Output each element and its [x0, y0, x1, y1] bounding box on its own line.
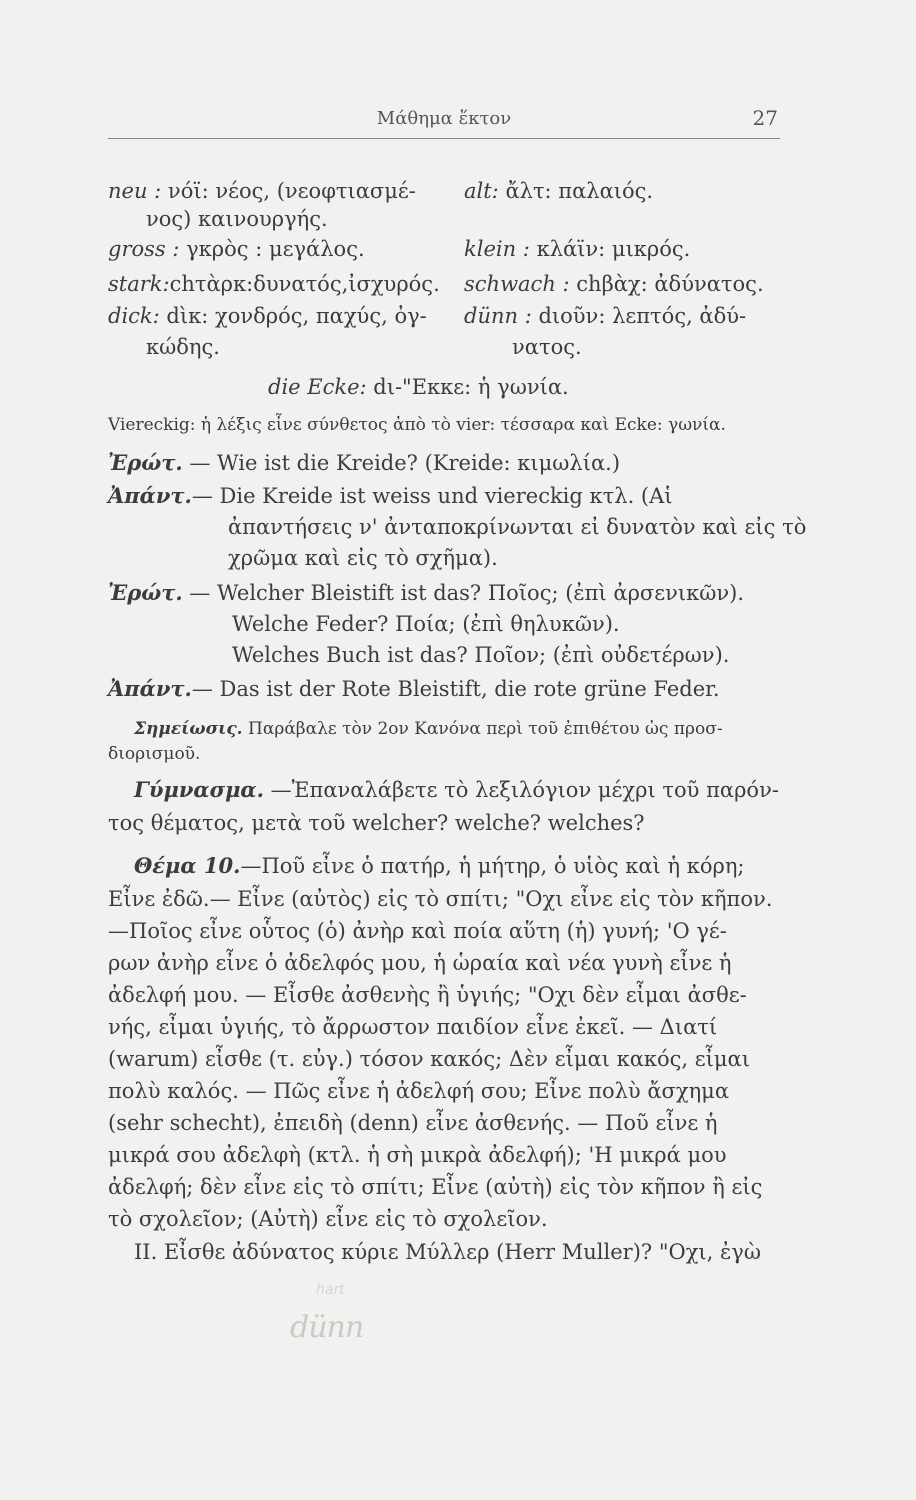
handwritten-note: dünn — [290, 1310, 364, 1345]
question-text: — Welcher Bleistift ist das? Ποῖος; (ἐπὶ ἀρσενικῶν). — [189, 581, 745, 605]
theme-line: ἀδελφή; δὲν εἶνε εἰς τὸ σπίτι; Εἶνε (αὐτὴ) εἰς τὸν κῆπον ἢ εἰς — [108, 1175, 763, 1199]
vocab-term: neu : — [108, 179, 162, 203]
vocab-term: klein : — [464, 237, 530, 261]
exercise-continued: τος θέματος, μετὰ τοῦ welcher? welche? welches? — [108, 811, 645, 835]
answer-2 — [108, 676, 720, 702]
page-number: 27 — [752, 106, 778, 130]
vocab-definition-continued: νατος. — [512, 335, 582, 359]
answer-continued: ἀπαντήσεις ν' ἀνταποκρίνωνται εἰ δυνατὸν καὶ εἰς τὸ — [228, 515, 807, 539]
vocab-entry-alt — [464, 178, 653, 204]
theme-line: ρων ἀνὴρ εἶνε ὁ ἀδελφός μου, ἡ ὡραία καὶ νέα γυνὴ εἶνε ἡ — [108, 951, 732, 975]
note — [134, 716, 723, 742]
note-continued: διορισμοῦ. — [108, 744, 201, 764]
vocab-term: gross : — [108, 237, 180, 261]
vocab-entry-stark — [108, 271, 440, 297]
theme-line: ἀδελφή μου. — Εἶσθε ἀσθενὴς ἢ ὑγιής; "Οχι δὲν εἶμαι ἀσθε- — [108, 983, 747, 1007]
theme-section-2: II. Εἶσθε ἀδύνατος κύριε Μύλλερ (Herr Muller)? "Οχι, ἐγὼ — [134, 1240, 761, 1264]
handwritten-note-small: hart — [316, 1282, 345, 1298]
running-header — [108, 104, 780, 139]
theme-line: τὸ σχολεῖον; (Αὐτὴ) εἶνε εἰς τὸ σχολεῖον. — [108, 1207, 548, 1231]
vocab-definition: chβὰχ: ἀδύνατος. — [576, 272, 764, 296]
vocab-definition: dὶκ: χονδρός, παχύς, ὀγ- — [166, 304, 427, 328]
theme-line: μικρά σου ἀδελφὴ (κτλ. ἡ σὴ μικρὰ ἀδελφή); 'Η μικρά μου — [108, 1143, 727, 1167]
question-text: — Wie ist die Kreide? (Kreide: κιμωλία.) — [189, 451, 621, 475]
question-label: Ἐρώτ. — [108, 450, 183, 475]
note-label: Σημείωσις. — [134, 719, 243, 739]
vocab-definition: κλάϊν: μικρός. — [536, 237, 691, 261]
question-1 — [108, 450, 620, 476]
vocab-definition: νόϊ: νέος, (νεοφτιασμέ- — [167, 179, 416, 203]
theme-line — [134, 853, 745, 879]
theme-label: Θέμα 10. — [134, 853, 241, 878]
answer-label: Ἀπάντ. — [108, 676, 192, 701]
vocab-definition: γκρὸς : μεγάλος. — [186, 237, 365, 261]
exercise-text: —Ἐπαναλάβετε τὸ λεξιλόγιον μέχρι τοῦ παρόν- — [270, 778, 779, 802]
vocab-term: dünn : — [464, 304, 532, 328]
vocab-term: stark: — [108, 272, 170, 296]
answer-text: — Das ist der Rote Bleistift, die rote grüne Feder. — [191, 677, 720, 701]
vocab-entry-neu — [108, 178, 416, 204]
theme-line: Εἶνε ἐδῶ.— Εἶνε (αὐτὸς) εἰς τὸ σπίτι; "Οχι εἶνε εἰς τὸν κῆπον. — [108, 887, 773, 911]
vocab-term: alt: — [464, 179, 499, 203]
theme-line: πολὺ καλός. — Πῶς εἶνε ἡ ἀδελφή σου; Εἶνε πολὺ ἄσχημα — [108, 1079, 730, 1103]
theme-line: (sehr schecht), ἐπειδὴ (denn) εἶνε ἀσθενής. — Ποῦ εἶνε ἡ — [108, 1111, 718, 1135]
vocab-definition: ἄλτ: παλαιός. — [505, 179, 654, 203]
vocab-entry-klein — [464, 236, 690, 262]
theme-line: (warum) εἶσθε (τ. εὐγ.) τόσον κακός; Δὲν εἶμαι κακός, εἶμαι — [108, 1047, 750, 1071]
question-2 — [108, 580, 744, 606]
vocab-entry-gross — [108, 236, 365, 262]
theme-line: —Ποῖος εἶνε οὗτος (ὁ) ἀνὴρ καὶ ποία αὕτη (ἡ) γυνή; 'Ο γέ- — [108, 919, 727, 943]
vocab-entry-schwach — [464, 271, 764, 297]
vocab-entry-duenn — [464, 303, 746, 329]
vocab-definition: dιοῦν: λεπτός, ἀδύ- — [538, 304, 747, 328]
question-continued: Welches Buch ist das? Ποῖον; (ἐπὶ οὐδετέρων). — [232, 643, 730, 667]
vocab-entry-dick — [108, 303, 427, 329]
vocab-term: schwach : — [464, 272, 570, 296]
note-text: Παράβαλε τὸν 2ον Κανόνα περὶ τοῦ ἐπιθέτου ὡς προσ- — [248, 719, 723, 739]
exercise — [134, 777, 779, 803]
vocab-definition-continued: νος) καινουργής. — [146, 207, 328, 231]
vocab-term: die Ecke: — [268, 375, 367, 399]
vocab-definition-continued: κώδης. — [146, 335, 220, 359]
theme-text: —Ποῦ εἶνε ὁ πατήρ, ἡ μήτηρ, ὁ υἱὸς καὶ ἡ κόρη; — [240, 854, 745, 878]
viereckig-note: Viereckig: ἡ λέξις εἶνε σύνθετος ἀπὸ τὸ vier: τέσσαρα καὶ Ecke: γωνία. — [108, 415, 726, 435]
theme-line: νής, εἶμαι ὑγιής, τὸ ἄρρωστον παιδίον εἶνε ἐκεῖ. — Διατί — [108, 1015, 718, 1039]
answer-continued: χρῶμα καὶ εἰς τὸ σχῆμα). — [228, 546, 498, 570]
vocab-entry-ecke — [268, 374, 569, 400]
vocab-definition: dι-"Εκκε: ἡ γωνία. — [373, 375, 569, 399]
answer-1 — [108, 483, 673, 509]
vocab-definition: chτὰρκ:δυνατός,ἰσχυρός. — [169, 272, 440, 296]
answer-label: Ἀπάντ. — [108, 483, 192, 508]
chapter-title: Μάθημα ἕκτον — [376, 108, 512, 129]
vocab-term: dick: — [108, 304, 160, 328]
question-continued: Welche Feder? Ποία; (ἐπὶ θηλυκῶν). — [232, 612, 620, 636]
exercise-label: Γύμνασμα. — [134, 777, 264, 802]
answer-text: — Die Kreide ist weiss und viereckig κτλ. (Αἱ — [191, 484, 673, 508]
question-label: Ἐρώτ. — [108, 580, 183, 605]
